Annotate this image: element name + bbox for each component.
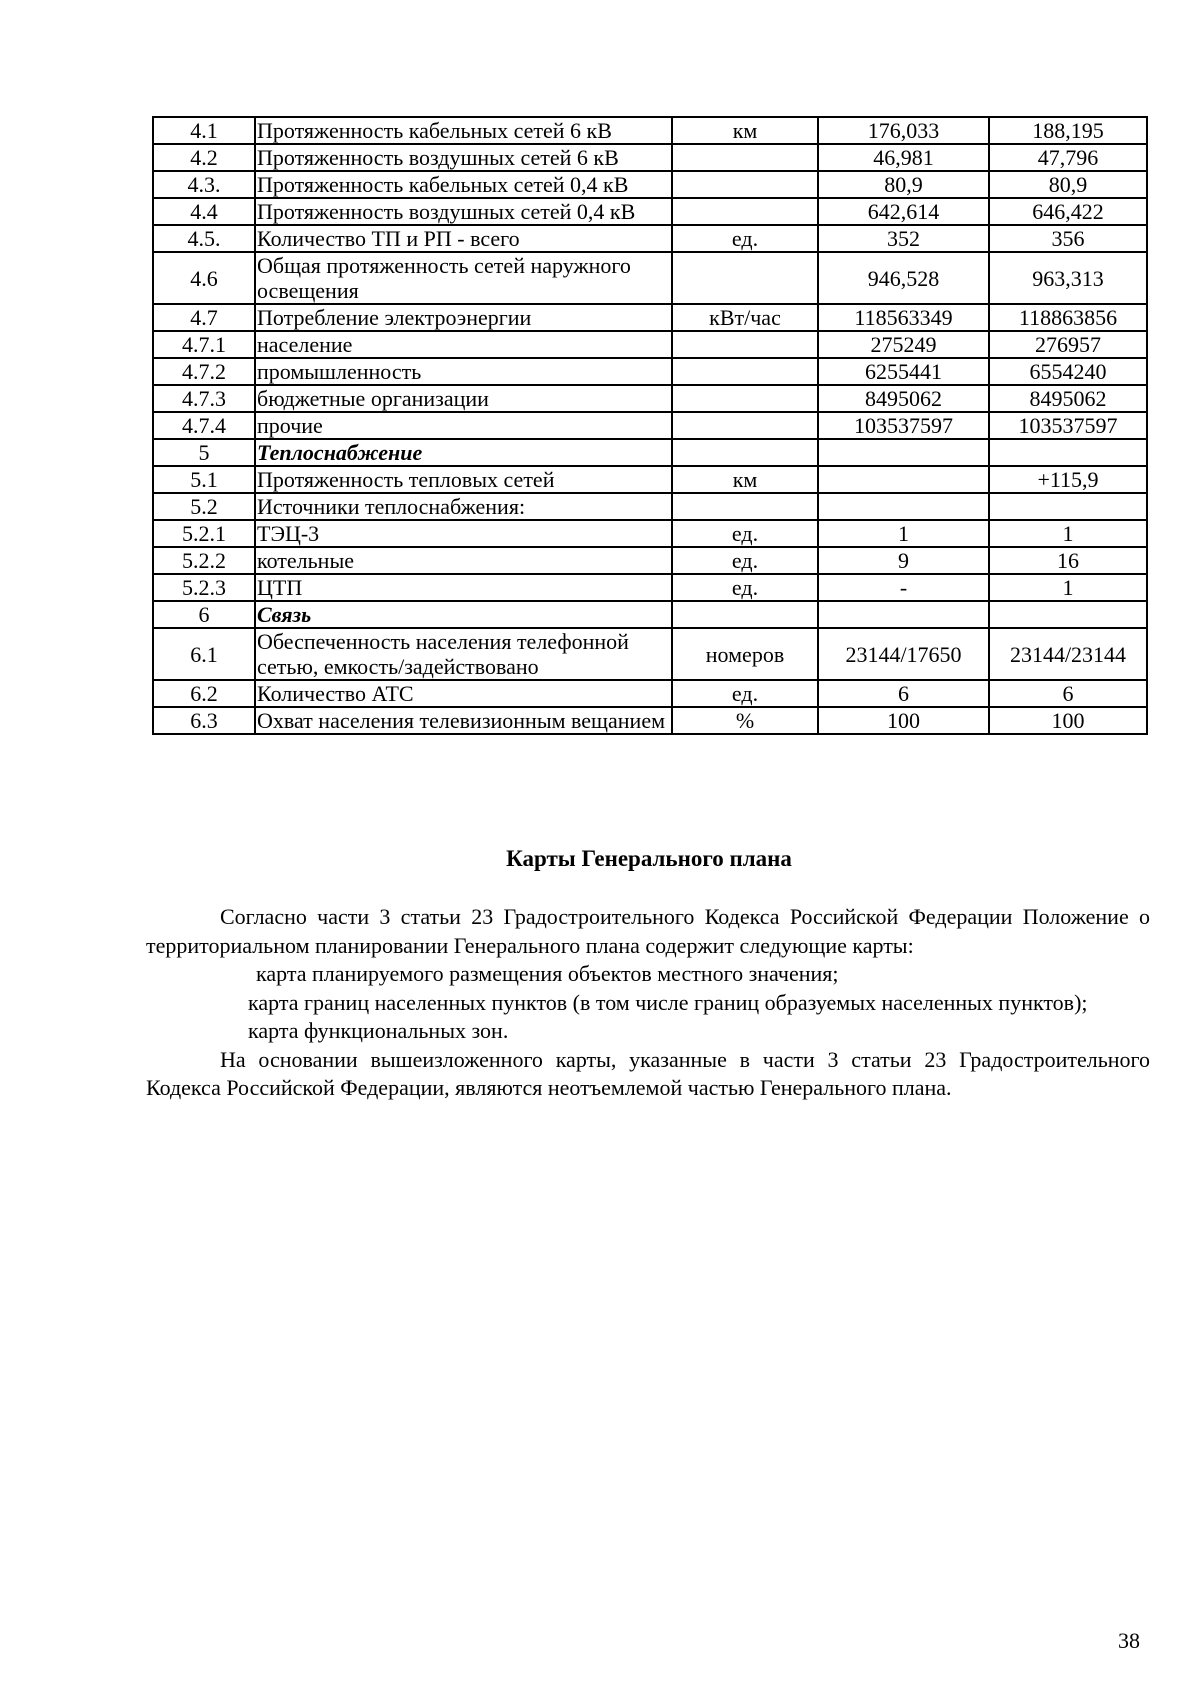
row-indicator: ЦТП	[255, 574, 672, 601]
row-value-current: 352	[818, 225, 989, 252]
row-number: 4.5.	[153, 225, 255, 252]
row-value-planned: 100	[989, 707, 1147, 734]
list-item-map-zones: карта функциональных зон.	[248, 1018, 509, 1043]
row-number: 6	[153, 601, 255, 628]
row-value-current: 100	[818, 707, 989, 734]
row-number: 6.1	[153, 628, 255, 680]
indicators-table	[152, 116, 1148, 735]
section-body	[146, 903, 1150, 1103]
row-value-planned: 118863856	[989, 304, 1147, 331]
page-number: 38	[1118, 1628, 1140, 1653]
row-value-current	[818, 493, 989, 520]
table-row	[153, 707, 1147, 734]
row-number: 5.2.2	[153, 547, 255, 574]
row-value-planned: 188,195	[989, 117, 1147, 144]
row-indicator: Протяженность воздушных сетей 0,4 кВ	[255, 198, 672, 225]
row-value-current: 275249	[818, 331, 989, 358]
row-number: 4.7.1	[153, 331, 255, 358]
table-row	[153, 144, 1147, 171]
row-indicator: Общая протяженность сетей наружного освещения	[255, 252, 672, 304]
table-row	[153, 225, 1147, 252]
section-title-communications: Связь	[255, 601, 672, 628]
row-number: 5.1	[153, 466, 255, 493]
row-value-planned: 6	[989, 680, 1147, 707]
row-value-current: 1	[818, 520, 989, 547]
row-unit: номеров	[672, 628, 818, 680]
list-item-map-objects: карта планируемого размещения объектов местного значения;	[256, 961, 839, 986]
row-indicator: Обеспеченность населения телефонной сетью, емкость/задействовано	[255, 628, 672, 680]
row-unit: км	[672, 117, 818, 144]
row-value-current	[818, 601, 989, 628]
table-row	[153, 304, 1147, 331]
row-value-current: 6	[818, 680, 989, 707]
row-number: 4.3.	[153, 171, 255, 198]
row-unit: ед.	[672, 547, 818, 574]
row-indicator: Охват населения телевизионным вещанием	[255, 707, 672, 734]
row-value-planned: 103537597	[989, 412, 1147, 439]
row-value-planned: 6554240	[989, 358, 1147, 385]
row-number: 4.7.3	[153, 385, 255, 412]
row-value-current: 118563349	[818, 304, 989, 331]
row-value-planned	[989, 601, 1147, 628]
table-row	[153, 117, 1147, 144]
row-indicator: Протяженность воздушных сетей 6 кВ	[255, 144, 672, 171]
row-value-planned: 80,9	[989, 171, 1147, 198]
row-unit	[672, 171, 818, 198]
table-row	[153, 198, 1147, 225]
table-row	[153, 252, 1147, 304]
table-row	[153, 466, 1147, 493]
row-value-planned: 356	[989, 225, 1147, 252]
paragraph-conclusion: На основании вышеизложенного карты, указанные в части 3 статьи 23 Градостроительного Кодекса Российской Федерации, являются неотъемлемой частью Генерального плана.	[146, 1046, 1150, 1100]
row-value-current: 80,9	[818, 171, 989, 198]
table-row	[153, 331, 1147, 358]
row-number: 4.4	[153, 198, 255, 225]
table-row	[153, 493, 1147, 520]
row-unit	[672, 385, 818, 412]
row-value-current: 6255441	[818, 358, 989, 385]
row-value-planned: 276957	[989, 331, 1147, 358]
row-unit	[672, 144, 818, 171]
row-value-current: 176,033	[818, 117, 989, 144]
row-value-current: 946,528	[818, 252, 989, 304]
row-value-current: -	[818, 574, 989, 601]
row-number: 4.7	[153, 304, 255, 331]
row-value-planned	[989, 439, 1147, 466]
table-row	[153, 520, 1147, 547]
row-unit: ед.	[672, 574, 818, 601]
table-row	[153, 574, 1147, 601]
row-indicator: Протяженность кабельных сетей 0,4 кВ	[255, 171, 672, 198]
row-unit	[672, 439, 818, 466]
table-section-row	[153, 439, 1147, 466]
table-section-row	[153, 601, 1147, 628]
row-value-planned: 8495062	[989, 385, 1147, 412]
row-value-planned	[989, 493, 1147, 520]
row-unit	[672, 493, 818, 520]
row-number: 6.2	[153, 680, 255, 707]
row-indicator: ТЭЦ-3	[255, 520, 672, 547]
row-value-planned: 16	[989, 547, 1147, 574]
row-indicator: Потребление электроэнергии	[255, 304, 672, 331]
table-row	[153, 171, 1147, 198]
row-value-planned: 1	[989, 520, 1147, 547]
row-number: 4.6	[153, 252, 255, 304]
row-value-current: 8495062	[818, 385, 989, 412]
row-indicator: Протяженность тепловых сетей	[255, 466, 672, 493]
row-value-planned: +115,9	[989, 466, 1147, 493]
row-unit	[672, 358, 818, 385]
row-unit	[672, 198, 818, 225]
row-value-planned: 1	[989, 574, 1147, 601]
row-unit: ед.	[672, 225, 818, 252]
section-title-heat-supply: Теплоснабжение	[255, 439, 672, 466]
row-value-current: 103537597	[818, 412, 989, 439]
row-value-current	[818, 439, 989, 466]
row-value-planned: 23144/23144	[989, 628, 1147, 680]
row-number: 5.2	[153, 493, 255, 520]
table-row	[153, 358, 1147, 385]
row-number: 4.2	[153, 144, 255, 171]
table-row	[153, 628, 1147, 680]
row-value-current: 23144/17650	[818, 628, 989, 680]
row-indicator: промышленность	[255, 358, 672, 385]
row-value-planned: 47,796	[989, 144, 1147, 171]
row-number: 5.2.1	[153, 520, 255, 547]
row-value-planned: 963,313	[989, 252, 1147, 304]
row-number: 4.7.4	[153, 412, 255, 439]
row-unit	[672, 331, 818, 358]
row-indicator: котельные	[255, 547, 672, 574]
row-value-current	[818, 466, 989, 493]
table-row	[153, 547, 1147, 574]
table-row	[153, 385, 1147, 412]
row-indicator: население	[255, 331, 672, 358]
row-value-current: 46,981	[818, 144, 989, 171]
row-indicator: бюджетные организации	[255, 385, 672, 412]
row-number: 5	[153, 439, 255, 466]
table-row	[153, 412, 1147, 439]
row-indicator: Источники теплоснабжения:	[255, 493, 672, 520]
row-value-current: 642,614	[818, 198, 989, 225]
row-number: 4.7.2	[153, 358, 255, 385]
row-indicator: Протяженность кабельных сетей 6 кВ	[255, 117, 672, 144]
row-indicator: Количество ТП и РП - всего	[255, 225, 672, 252]
table-row	[153, 680, 1147, 707]
row-number: 6.3	[153, 707, 255, 734]
section-heading: Карты Генерального плана	[506, 846, 792, 871]
row-unit: ед.	[672, 680, 818, 707]
list-item-map-boundaries: карта границ населенных пунктов (в том числе границ образуемых населенных пунктов);	[248, 989, 1088, 1015]
row-unit	[672, 252, 818, 304]
row-number: 5.2.3	[153, 574, 255, 601]
row-unit	[672, 601, 818, 628]
row-indicator: прочие	[255, 412, 672, 439]
row-unit: кВт/час	[672, 304, 818, 331]
row-indicator: Количество АТС	[255, 680, 672, 707]
row-unit: км	[672, 466, 818, 493]
row-unit	[672, 412, 818, 439]
row-unit: ед.	[672, 520, 818, 547]
row-value-planned: 646,422	[989, 198, 1147, 225]
paragraph-intro: Согласно части 3 статьи 23 Градостроительного Кодекса Российской Федерации Положение о территориальном планировании Генерального плана содержит следующие карты:	[146, 904, 1150, 958]
row-number: 4.1	[153, 117, 255, 144]
row-unit: %	[672, 707, 818, 734]
row-value-current: 9	[818, 547, 989, 574]
